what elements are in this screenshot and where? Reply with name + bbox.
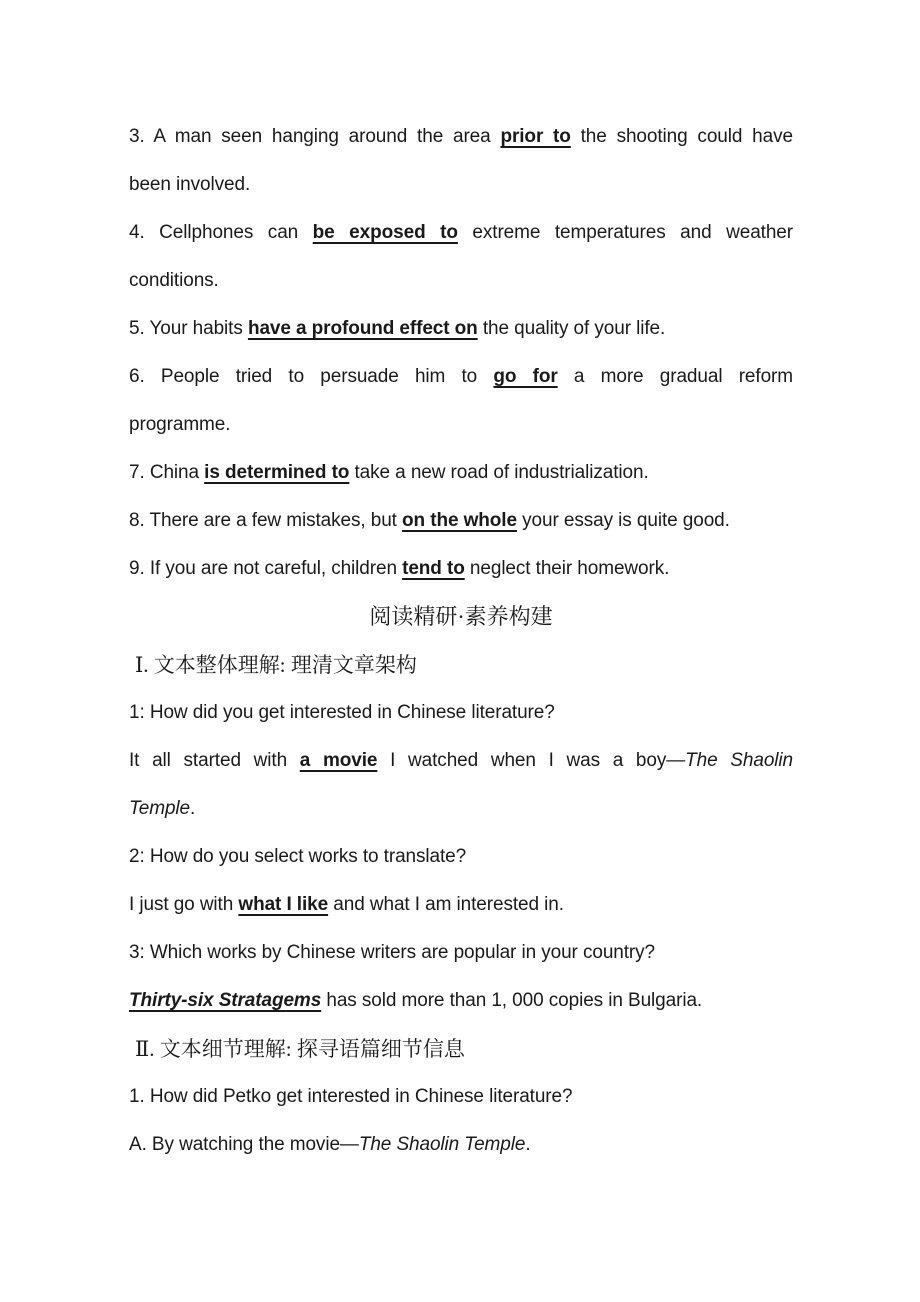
text-segment: the shooting could have	[570, 126, 793, 147]
text-line	[129, 1121, 793, 1169]
text-line	[129, 689, 793, 737]
text-segment: take a new road of industrialization.	[349, 462, 649, 483]
text-line	[129, 305, 793, 353]
text-segment: 4. Cellphones can	[129, 222, 313, 243]
text-segment: and what I am interested in.	[328, 894, 564, 915]
underlined-phrase: a movie	[299, 750, 378, 771]
text-segment: I just go with	[129, 894, 239, 915]
text-segment: It all started with	[129, 750, 300, 771]
text-segment: programme.	[129, 414, 231, 435]
text-line	[129, 449, 793, 497]
text-segment: .	[190, 798, 196, 819]
text-line	[129, 929, 793, 977]
text-segment: 1. How did Petko get interested in Chinese literature?	[129, 1086, 573, 1107]
text-segment: A. By watching the movie—	[129, 1134, 359, 1155]
text-line	[129, 113, 793, 161]
text-segment: 7. China	[129, 462, 205, 483]
text-segment: I watched when I was a boy—	[377, 750, 686, 771]
document-content	[129, 113, 793, 1169]
text-segment: extreme temperatures and weather	[457, 222, 793, 243]
text-segment: 1: How did you get interested in Chinese literature?	[129, 702, 555, 723]
text-line	[129, 881, 793, 929]
text-segment: the quality of your life.	[477, 318, 666, 339]
underlined-phrase: Thirty-six Stratagems	[129, 990, 322, 1011]
text-segment: conditions.	[129, 270, 219, 291]
text-line	[129, 353, 793, 401]
text-segment: 5. Your habits	[129, 318, 248, 339]
underlined-phrase: on the whole	[402, 510, 517, 531]
text-segment: 2: How do you select works to translate?	[129, 846, 467, 867]
text-segment: 3: Which works by Chinese writers are popular in your country?	[129, 942, 656, 963]
text-segment: Ⅰ. 文本整体理解: 理清文章架构	[135, 653, 417, 677]
text-segment: 阅读精研·素养构建	[369, 604, 553, 629]
text-segment: Ⅱ. 文本细节理解: 探寻语篇细节信息	[135, 1037, 465, 1061]
text-segment: your essay is quite good.	[516, 510, 730, 531]
italic-title-text: Temple	[129, 798, 191, 819]
underlined-phrase: is determined to	[204, 462, 350, 483]
underlined-phrase: have a profound effect on	[247, 318, 478, 339]
text-line	[129, 977, 793, 1025]
text-segment: a more gradual reform	[557, 366, 793, 387]
text-segment: 3. A man seen hanging around the area	[129, 126, 501, 147]
text-line	[129, 785, 793, 833]
italic-title-text: The Shaolin	[685, 750, 793, 771]
text-segment: neglect their homework.	[464, 558, 670, 579]
text-line	[129, 833, 793, 881]
text-segment: 8. There are a few mistakes, but	[129, 510, 403, 531]
text-line	[129, 545, 793, 593]
underlined-phrase: go for	[493, 366, 558, 387]
text-line	[129, 497, 793, 545]
section-heading	[129, 641, 793, 689]
text-line	[129, 161, 793, 209]
text-line	[129, 1073, 793, 1121]
underlined-phrase: prior to	[500, 126, 571, 147]
text-segment: 9. If you are not careful, children	[129, 558, 403, 579]
underlined-phrase: what I like	[238, 894, 329, 915]
underlined-phrase: be exposed to	[312, 222, 458, 243]
italic-title-text: The Shaolin Temple	[358, 1134, 526, 1155]
center-heading	[129, 593, 793, 641]
underlined-phrase: tend to	[402, 558, 465, 579]
text-segment: 6. People tried to persuade him to	[129, 366, 494, 387]
text-line	[129, 209, 793, 257]
text-line	[129, 257, 793, 305]
text-line	[129, 401, 793, 449]
text-segment: .	[525, 1134, 531, 1155]
text-segment: has sold more than 1, 000 copies in Bulgaria.	[321, 990, 703, 1011]
text-line	[129, 737, 793, 785]
text-segment: been involved.	[129, 174, 251, 195]
section-heading	[129, 1025, 793, 1073]
